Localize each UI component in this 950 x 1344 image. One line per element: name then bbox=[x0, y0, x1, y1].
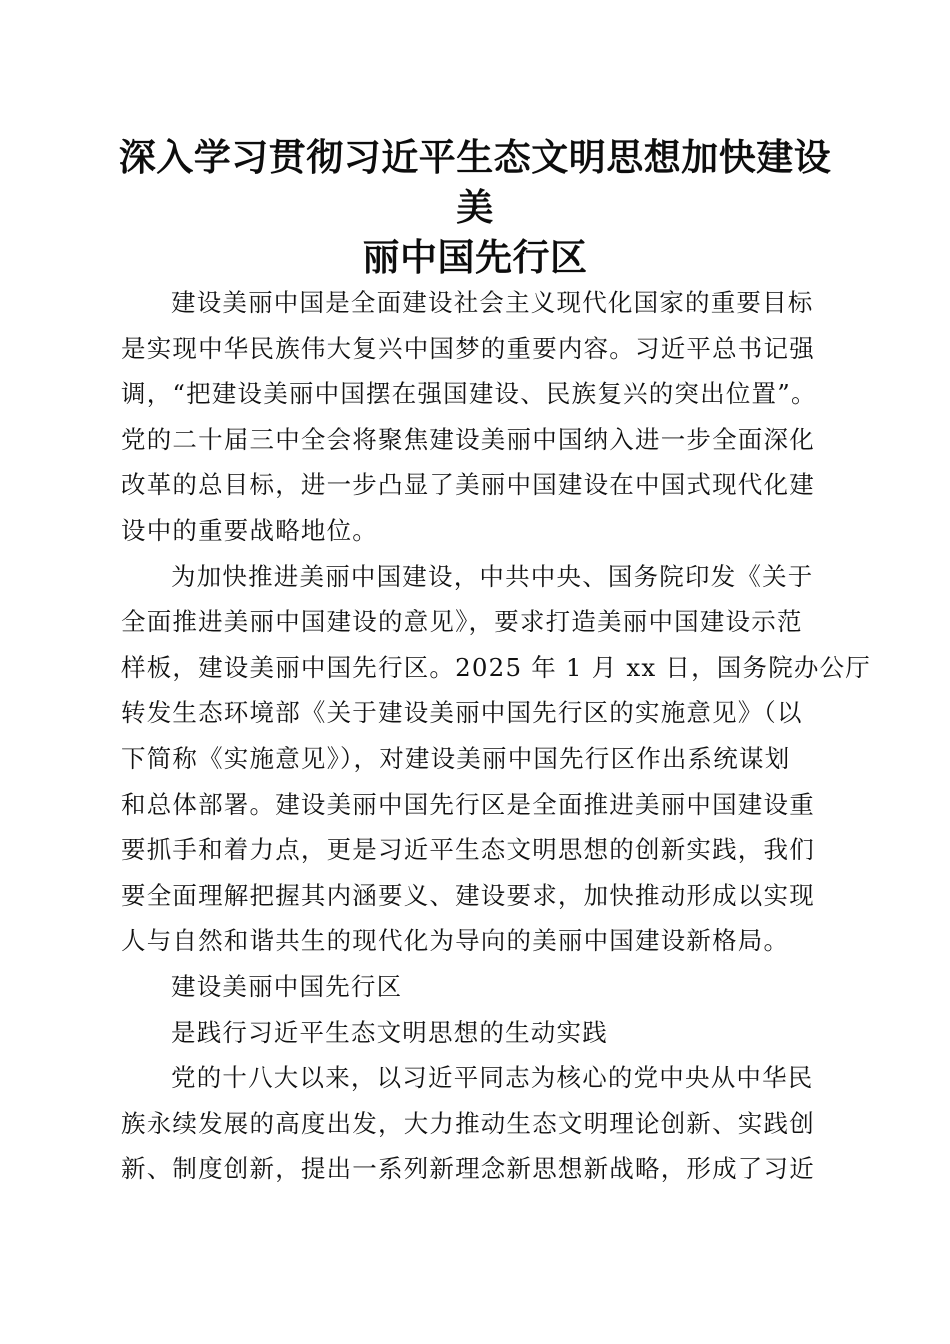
paragraph-line: 新、制度创新，提出一系列新理念新思想新战略，形成了习近 bbox=[121, 1154, 815, 1184]
paragraph-line: 要全面理解把握其内涵要义、建设要求，加快推动形成以实现 bbox=[121, 880, 815, 910]
paragraph-line: 为加快推进美丽中国建设，中共中央、国务院印发《关于 bbox=[171, 561, 814, 591]
paragraph-line: 建设美丽中国是全面建设社会主义现代化国家的重要目标 bbox=[171, 288, 814, 317]
title-line-1: 深入学习贯彻习近平生态文明思想加快建设美 bbox=[118, 135, 832, 229]
paragraph-line: 下简称《实施意见》），对建设美丽中国先行区作出系统谋划 bbox=[121, 743, 791, 773]
paragraph-line: 族永续发展的高度出发，大力推动生态文明理论创新、实践创 bbox=[121, 1108, 815, 1138]
section-heading-text: 是践行习近平生态文明思想的生动实践 bbox=[171, 1017, 608, 1047]
paragraph-line: 转发生态环境部《关于建设美丽中国先行区的实施意见》（以 bbox=[121, 698, 803, 728]
paragraph-line: 党的二十届三中全会将聚焦建设美丽中国纳入进一步全面深化 bbox=[121, 424, 815, 454]
paragraph-line: 要抓手和着力点，更是习近平生态文明思想的创新实践，我们 bbox=[121, 835, 815, 865]
paragraph-1 bbox=[121, 280, 824, 554]
paragraph-line: 样板，建设美丽中国先行区。2025 年 1 月 xx 日，国务院办公厅 bbox=[121, 652, 872, 682]
paragraph-line: 调，“把建设美丽中国摆在强国建设、民族复兴的突出位置”。 bbox=[121, 379, 817, 409]
document-body bbox=[121, 280, 872, 1192]
section-heading-line-2 bbox=[121, 1010, 824, 1056]
paragraph-2 bbox=[121, 554, 872, 964]
paragraph-line: 人与自然和谐共生的现代化为导向的美丽中国建设新格局。 bbox=[121, 926, 790, 956]
paragraph-line: 设中的重要战略地位。 bbox=[121, 515, 378, 545]
document-title bbox=[110, 132, 840, 282]
paragraph-line: 是实现中华民族伟大复兴中国梦的重要内容。习近平总书记强 bbox=[121, 333, 815, 363]
section-heading-text: 建设美丽中国先行区 bbox=[171, 971, 403, 1001]
section-heading-line-1 bbox=[121, 964, 824, 1010]
paragraph-line: 党的十八大以来，以习近平同志为核心的党中央从中华民 bbox=[171, 1063, 814, 1093]
title-line-2: 丽中国先行区 bbox=[362, 235, 588, 279]
paragraph-line: 改革的总目标，进一步凸显了美丽中国建设在中国式现代化建 bbox=[121, 470, 815, 500]
paragraph-3 bbox=[121, 1055, 824, 1192]
paragraph-line: 全面推进美丽中国建设的意见》，要求打造美丽中国建设示范 bbox=[121, 607, 803, 637]
paragraph-line: 和总体部署。建设美丽中国先行区是全面推进美丽中国建设重 bbox=[121, 789, 815, 819]
